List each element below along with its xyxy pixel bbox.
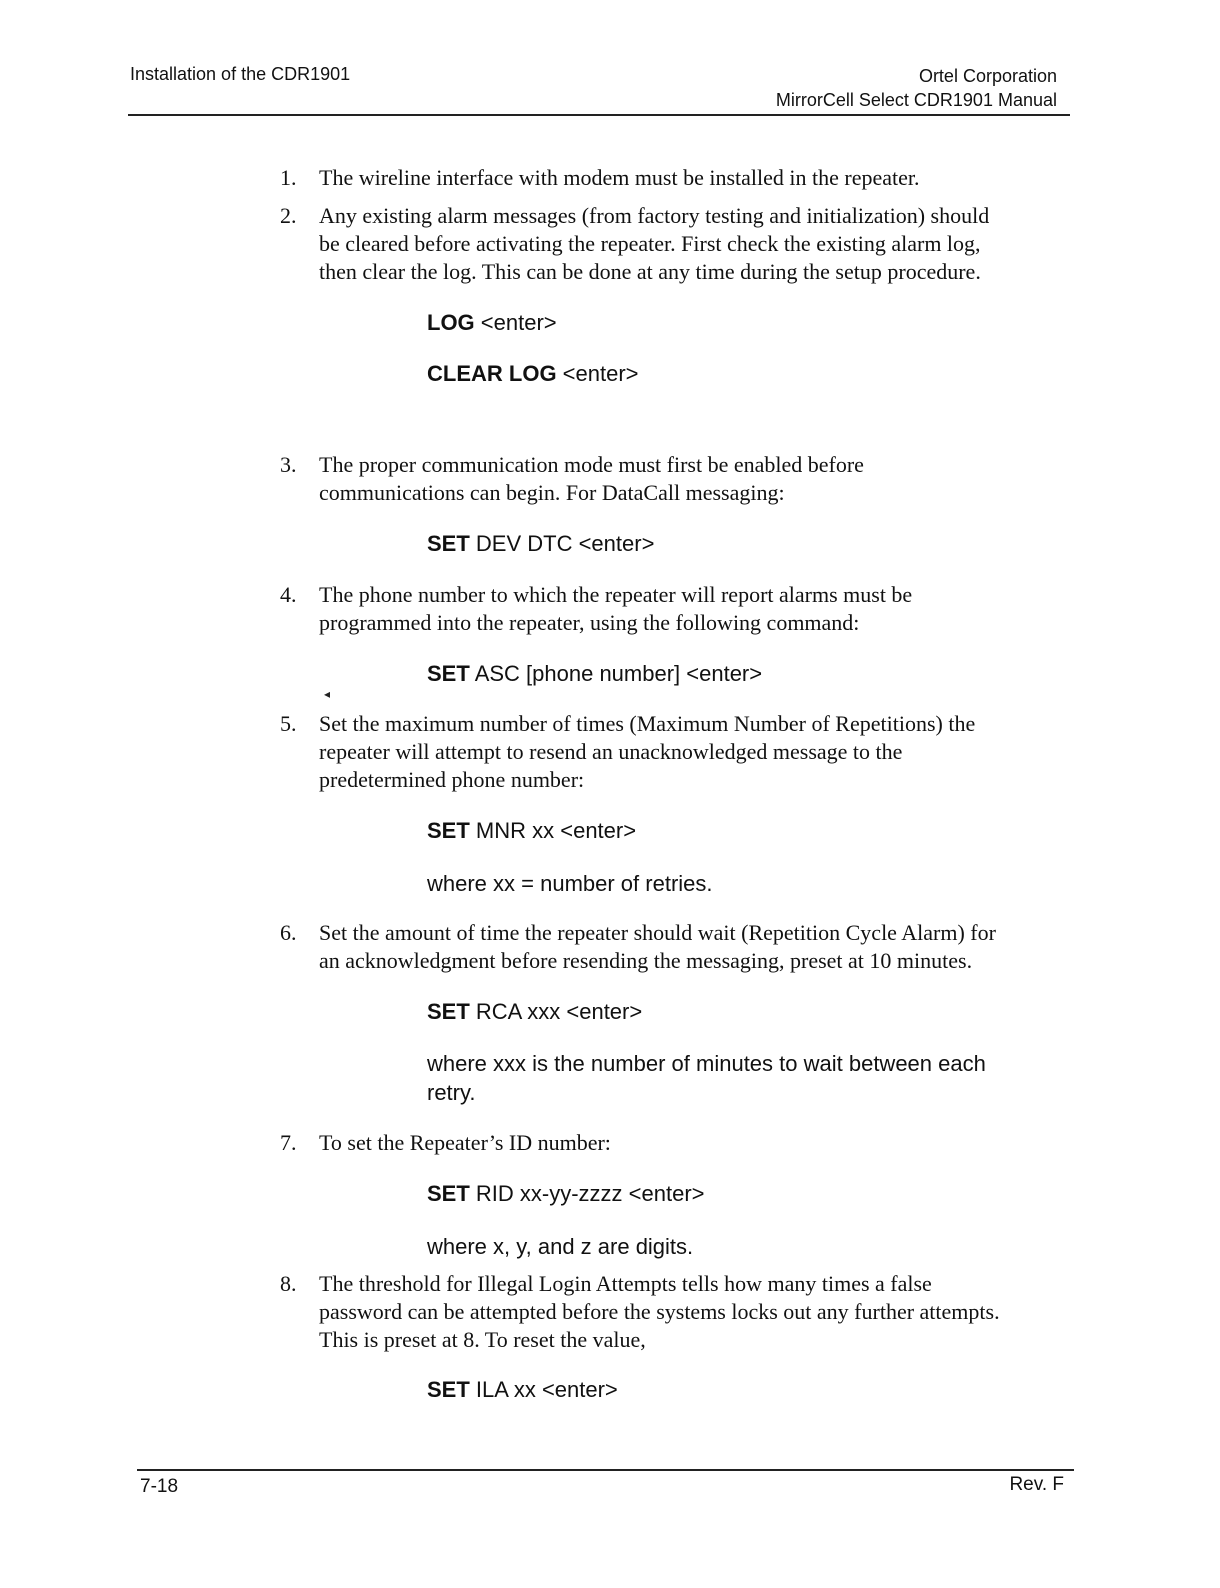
command-args: RID xx-yy-zzzz <enter>	[469, 1181, 705, 1206]
command-note: where xxx is the number of minutes to wait between each retry.	[427, 1051, 986, 1105]
command-args: MNR xx <enter>	[469, 818, 637, 843]
revision-label: Rev. F	[1009, 1474, 1064, 1495]
header-manual-title: MirrorCell Select CDR1901 Manual	[775, 90, 1057, 110]
command-keyword: SET	[427, 818, 470, 843]
item-text: The phone number to which the repeater will report alarms must be programmed into the repeater, using the following command:	[319, 582, 913, 635]
item-text: To set the Repeater’s ID number:	[319, 1130, 611, 1155]
command-args: RCA xxx <enter>	[469, 999, 643, 1024]
command-args: ASC [phone number] <enter>	[469, 661, 763, 686]
header-section-title: Installation of the CDR1901	[130, 64, 351, 84]
command-args: <enter>	[556, 361, 639, 386]
item-number: 8.	[280, 1271, 297, 1296]
command-note: where x, y, and z are digits.	[427, 1234, 694, 1259]
footer-rule	[137, 1469, 1074, 1471]
command-line	[427, 999, 642, 1025]
item-text: The threshold for Illegal Login Attempts tells how many times a false password can be attempted before the systems locks out any further attempts. This is preset at 8. To reset the value,	[319, 1271, 1000, 1352]
command-line	[427, 531, 654, 557]
item-text: Set the amount of time the repeater should wait (Repetition Cycle Alarm) for an acknowledgment before resending the messaging, preset at 10 minutes.	[319, 920, 996, 973]
command-keyword: SET	[427, 531, 470, 556]
command-keyword: LOG	[427, 310, 475, 335]
item-number: 5.	[280, 711, 297, 736]
item-number: 7.	[280, 1130, 297, 1155]
item-number: 1.	[280, 165, 297, 190]
item-number: 6.	[280, 920, 297, 945]
item-text: Set the maximum number of times (Maximum Number of Repetitions) the repeater will attempt to resend an unacknowledged message to the predetermined phone number:	[319, 711, 976, 792]
arrow-mark-icon: ◂	[324, 687, 331, 701]
command-keyword: SET	[427, 1181, 470, 1206]
command-line	[427, 818, 636, 844]
command-keyword: SET	[427, 661, 470, 686]
command-line	[427, 661, 762, 687]
header-company: Ortel Corporation	[918, 66, 1057, 86]
command-line	[427, 1181, 705, 1207]
command-line	[427, 361, 639, 387]
item-text: The proper communication mode must first be enabled before communications can begin. For DataCall messaging:	[319, 452, 864, 505]
command-note: where xx = number of retries.	[427, 871, 713, 896]
command-args: <enter>	[474, 310, 557, 335]
command-line	[427, 310, 557, 336]
header-document-info	[776, 64, 1057, 112]
item-number: 2.	[280, 203, 297, 228]
command-keyword: SET	[427, 1377, 470, 1402]
command-args: DEV DTC <enter>	[469, 531, 655, 556]
page-number: 7-18	[140, 1476, 179, 1497]
item-text: The wireline interface with modem must be installed in the repeater.	[319, 165, 920, 190]
item-number: 3.	[280, 452, 297, 477]
header-rule	[128, 114, 1070, 116]
item-number: 4.	[280, 582, 297, 607]
command-keyword: SET	[427, 999, 470, 1024]
command-line	[427, 1377, 618, 1403]
command-args: ILA xx <enter>	[469, 1377, 618, 1402]
item-text: Any existing alarm messages (from factory testing and initialization) should be cleared before activating the repeater. First check the existing alarm log, then clear the log. This can be done at any time during the setup procedure.	[319, 203, 990, 284]
command-keyword: CLEAR LOG	[427, 361, 557, 386]
